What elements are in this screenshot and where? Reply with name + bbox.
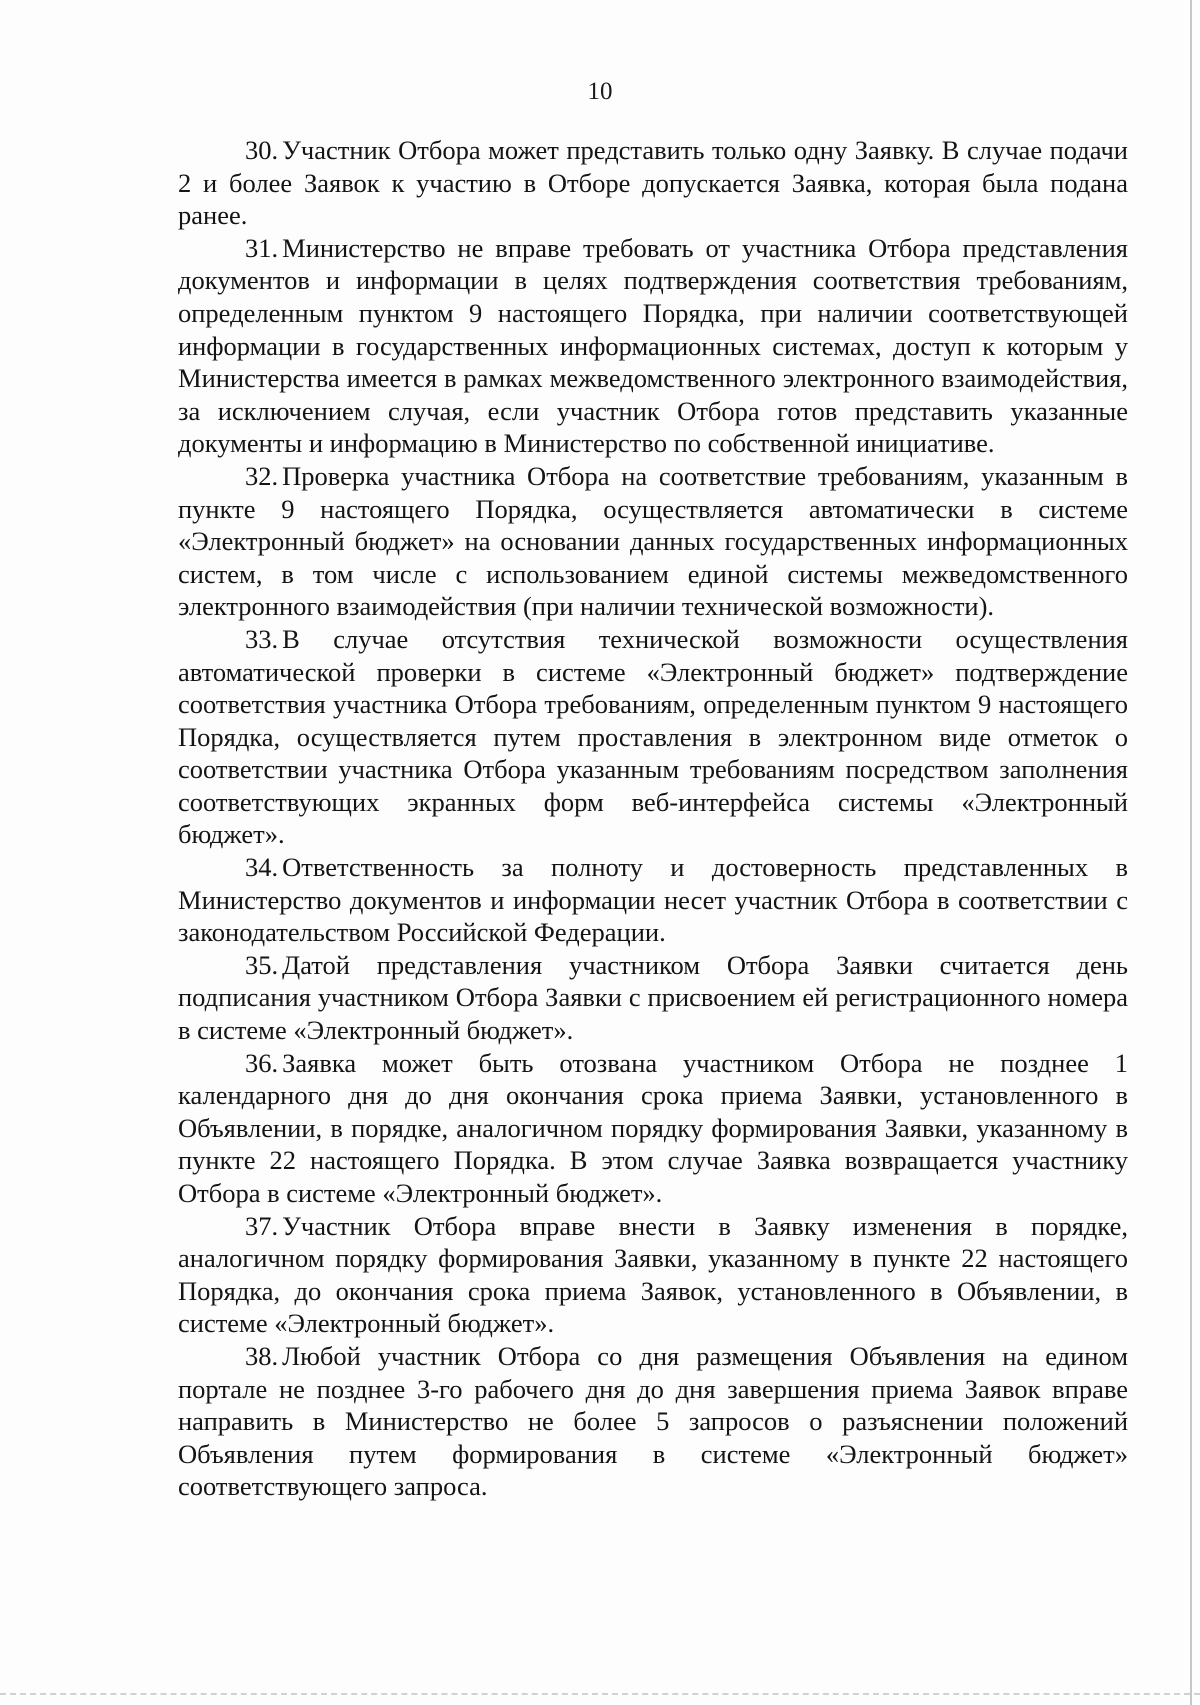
paragraph-text: Проверка участника Отбора на соответствие требованиям, указанным в пункте 9 настоящего Порядка, осуществляется автоматически в системе «Электронный бюджет» на основании данных государственных информационных систем, в том числе с использованием единой системы межведомственного электронного взаимодействия (при наличии технической возможности). bbox=[178, 460, 1128, 622]
paragraph-text: Заявка может быть отозвана участником Отбора не позднее 1 календарного дня до дня окончания срока приема Заявки, установленного в Объявлении, в порядке, аналогичном порядку формирования Заявки, указанному в пункте 22 настоящего Порядка. В этом случае Заявка возвращается участнику Отбора в системе «Электронный бюджет». bbox=[178, 1047, 1128, 1208]
paragraph-32 bbox=[178, 460, 1128, 623]
paragraph-text: Участник Отбора вправе внести в Заявку изменения в порядке, аналогичном порядку формирования Заявки, указанному в пункте 22 настоящего Порядка, до окончания срока приема Заявок, установленного в Объявлении, в системе «Электронный бюджет». bbox=[178, 1210, 1128, 1339]
scan-edge-right bbox=[1190, 0, 1192, 1705]
paragraph-36 bbox=[178, 1047, 1128, 1210]
document-body bbox=[178, 134, 1128, 1503]
paragraph-number: 33. bbox=[245, 623, 279, 654]
paragraph-text: В случае отсутствия технической возможности осуществления автоматической проверки в системе «Электронный бюджет» подтверждение соответствия участника Отбора требованиям, определенным пунктом 9 настоящего Порядка, осуществляется путем проставления в электронном виде отметок о соответствии участника Отбора указанным требованиям посредством заполнения соответствующих экранных форм веб-интерфейса системы «Электронный бюджет». bbox=[178, 623, 1128, 850]
paragraph-number: 36. bbox=[245, 1047, 279, 1078]
paragraph-number: 34. bbox=[245, 852, 279, 883]
paragraph-text: Участник Отбора может представить только одну Заявку. В случае подачи 2 и более Заявок к участию в Отборе допускается Заявка, которая была подана ранее. bbox=[178, 135, 1128, 231]
paragraph-34 bbox=[178, 851, 1128, 949]
paragraph-37 bbox=[178, 1210, 1128, 1340]
paragraph-number: 38. bbox=[245, 1340, 279, 1371]
paragraph-text: Министерство не вправе требовать от участника Отбора представления документов и информации в целях подтверждения соответствия требованиям, определенным пунктом 9 настоящего Порядка, при наличии соответствующей информации в государственных информационных системах, доступ к которым у Министерства имеется в рамках межведомственного электронного взаимодействия, за исключением случая, если участник Отбора готов представить указанные документы и информацию в Министерство по собственной инициативе. bbox=[178, 232, 1128, 459]
paragraph-number: 31. bbox=[245, 232, 279, 263]
paragraph-number: 37. bbox=[245, 1210, 279, 1241]
paragraph-text: Датой представления участником Отбора Заявки считается день подписания участником Отбора Заявки с присвоением ей регистрационного номера в системе «Электронный бюджет». bbox=[178, 949, 1128, 1046]
paragraph-number: 30. bbox=[245, 135, 279, 165]
paragraph-number: 35. bbox=[245, 949, 279, 980]
scan-edge-bottom bbox=[0, 1693, 1200, 1695]
paragraph-text: Ответственность за полноту и достоверность представленных в Министерство документов и информации несет участник Отбора в соответствии с законодательством Российской Федерации. bbox=[178, 852, 1128, 948]
page-number: 10 bbox=[587, 78, 613, 105]
paragraph-38 bbox=[178, 1340, 1128, 1503]
paragraph-text: Любой участник Отбора со дня размещения Объявления на едином портале не позднее 3-го рабочего дня до дня завершения приема Заявок вправе направить в Министерство не более 5 запросов о разъяснении положений Объявления путем формирования в системе «Электронный бюджет» соответствующего запроса. bbox=[178, 1340, 1128, 1502]
paragraph-30 bbox=[178, 134, 1128, 232]
paragraph-31 bbox=[178, 232, 1128, 460]
paragraph-33 bbox=[178, 623, 1128, 851]
paragraph-number: 32. bbox=[245, 460, 279, 491]
paragraph-35 bbox=[178, 949, 1128, 1047]
